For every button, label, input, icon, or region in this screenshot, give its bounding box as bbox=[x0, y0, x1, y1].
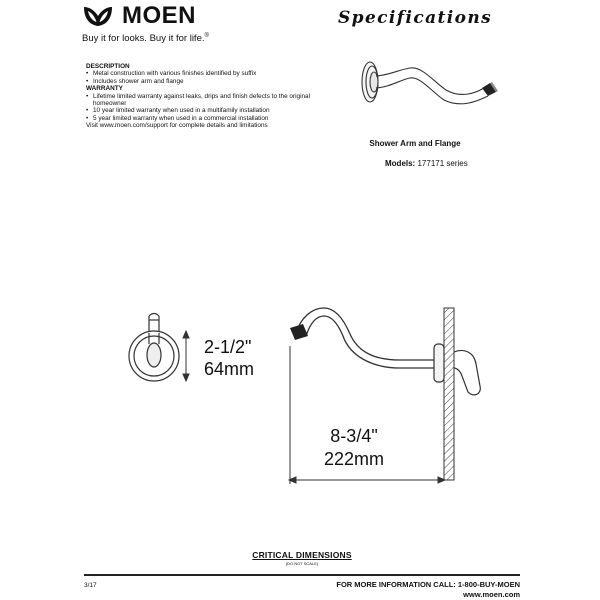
arm-side-view bbox=[296, 308, 436, 368]
arm-length-inches: 8-3/4" bbox=[330, 426, 378, 446]
description-item: • Metal construction with various finishes identified by suffix bbox=[86, 70, 316, 77]
product-illustration bbox=[350, 52, 510, 124]
description-item: • Includes shower arm and flange bbox=[86, 78, 316, 85]
flange-height-dimension bbox=[204, 336, 254, 380]
contact-info bbox=[270, 580, 520, 600]
warranty-item: • Lifetime limited warranty against leaks, drips and finish defects to the original homeowner bbox=[86, 93, 316, 108]
critical-dimensions-caption bbox=[235, 550, 369, 566]
flange-end-view bbox=[129, 314, 179, 382]
critical-dimensions-title: CRITICAL DIMENSIONS bbox=[252, 550, 352, 560]
warranty-heading: WARRANTY bbox=[86, 85, 123, 93]
models-line bbox=[385, 159, 468, 168]
warranty-item: • 10 year limited warranty when used in a multifamily installation bbox=[86, 107, 316, 114]
flange-height-mm: 64mm bbox=[204, 359, 255, 379]
contact-website: www.moen.com bbox=[463, 590, 520, 599]
critical-dimensions-drawing bbox=[0, 290, 600, 500]
wall-section bbox=[444, 308, 454, 480]
tagline: Buy it for looks. Buy it for life.® bbox=[82, 33, 209, 45]
warranty-item: • 5 year limited warranty when used in a commercial installation bbox=[86, 115, 316, 122]
revision-date: 3/17 bbox=[84, 582, 97, 589]
arm-thread-end bbox=[290, 324, 308, 340]
description-block bbox=[86, 63, 316, 130]
page-title: Specifications bbox=[338, 8, 493, 28]
wall-flange-side-view bbox=[434, 344, 480, 395]
arm-length-mm: 222mm bbox=[324, 449, 385, 469]
flange-height-inches: 2-1/2" bbox=[204, 337, 252, 357]
models-label: Models: bbox=[385, 159, 416, 168]
flange-image bbox=[362, 62, 378, 102]
moen-logo-icon bbox=[82, 4, 114, 28]
brand-name: MOEN bbox=[122, 2, 196, 29]
shower-arm-image bbox=[376, 68, 488, 104]
critical-dimensions-note: (DO NOT SCALE) bbox=[285, 561, 319, 566]
product-name: Shower Arm and Flange bbox=[369, 139, 461, 148]
warranty-visit-note: Visit www.moen.com/support for complete details and limitations bbox=[86, 122, 268, 130]
contact-phone: FOR MORE INFORMATION CALL: 1-800-BUY-MOEN bbox=[336, 580, 520, 589]
models-value: 177171 series bbox=[417, 159, 468, 168]
footer-divider bbox=[84, 574, 520, 576]
arm-length-dimension bbox=[324, 425, 384, 471]
shower-arm-thread-image bbox=[482, 82, 498, 96]
height-dimension-line bbox=[183, 331, 189, 381]
description-heading: DESCRIPTION bbox=[86, 63, 130, 70]
